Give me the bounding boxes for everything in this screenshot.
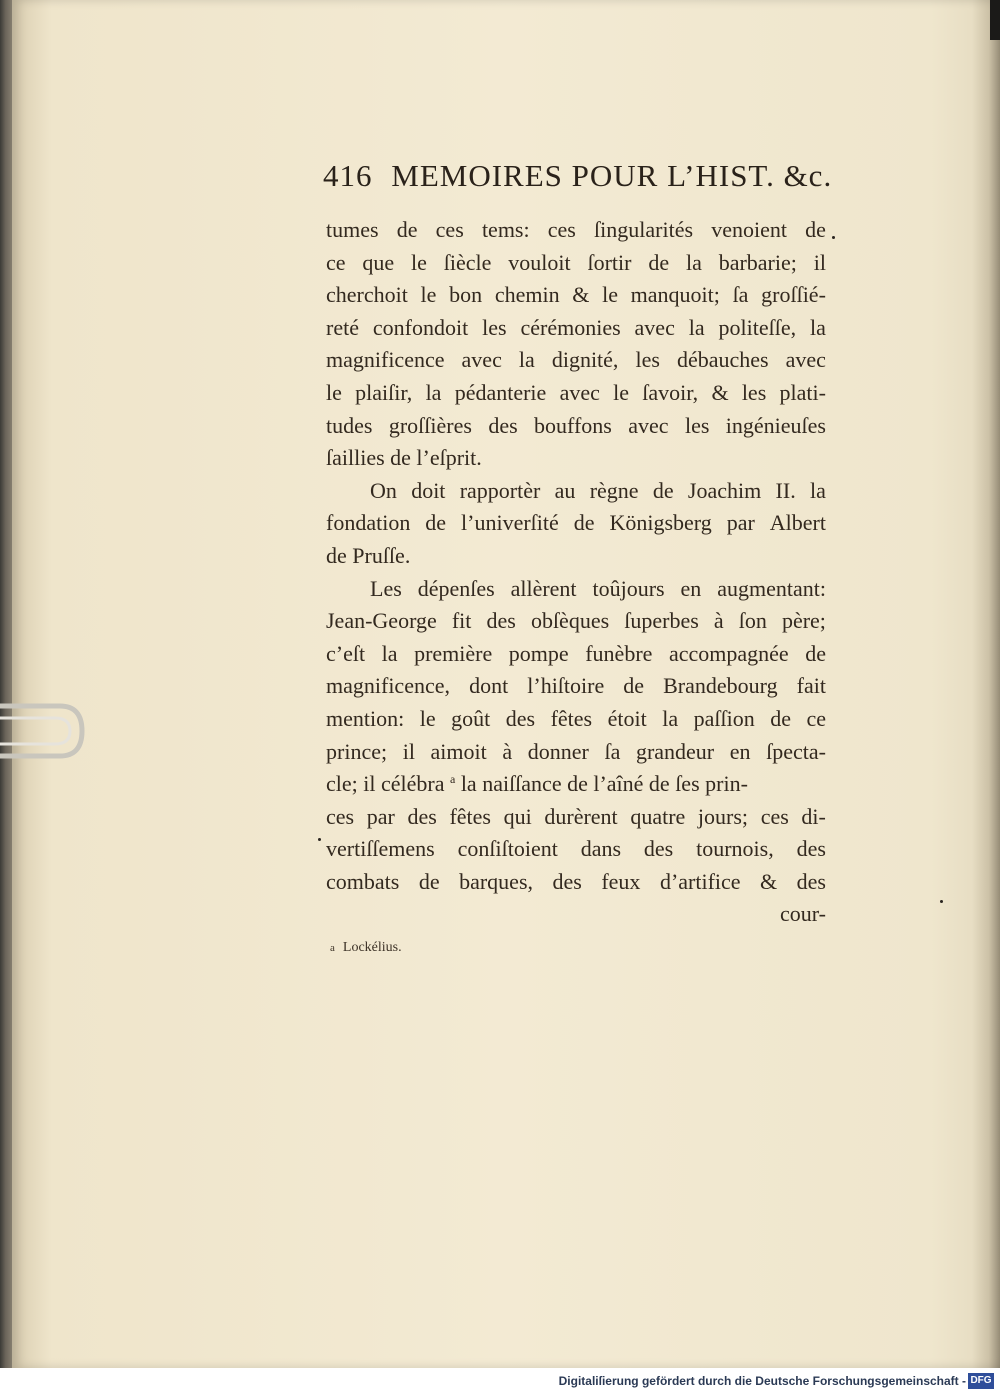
text-line xyxy=(326,670,826,703)
text-line xyxy=(326,736,826,769)
word: ces xyxy=(326,803,355,829)
word: des xyxy=(796,868,826,894)
word: la xyxy=(810,477,826,503)
word: débauches xyxy=(676,347,769,373)
word: que xyxy=(362,249,395,275)
word: la xyxy=(685,249,702,275)
word: di- xyxy=(801,803,826,829)
footnote xyxy=(330,940,402,956)
text-line xyxy=(326,475,826,508)
word: pompe xyxy=(508,640,569,666)
word: de xyxy=(805,640,826,666)
text-line xyxy=(326,410,826,443)
word: la xyxy=(688,314,705,340)
catchword-line xyxy=(326,898,826,931)
line-text-part: cle; il célébra xyxy=(326,771,445,797)
word: avec xyxy=(559,379,600,405)
word: cherchoit xyxy=(326,282,408,308)
word: fêtes xyxy=(550,705,593,731)
word: c’eſt xyxy=(326,640,366,666)
word: reté xyxy=(326,314,359,340)
word: aimoit xyxy=(430,738,487,764)
word: d’artifice xyxy=(659,868,741,894)
word: ſingularités xyxy=(594,217,694,242)
word: le xyxy=(420,282,437,308)
word: Albert xyxy=(769,510,826,536)
word: ces xyxy=(435,217,464,242)
text-line xyxy=(326,573,826,606)
word: le xyxy=(602,282,618,308)
page-number: 416 xyxy=(323,158,373,193)
word: étoit xyxy=(607,705,647,731)
word: ſuperbes xyxy=(624,608,699,634)
ink-speck xyxy=(318,838,321,841)
word: conſiſtoient xyxy=(457,836,558,862)
word: les xyxy=(741,379,767,405)
word: bon xyxy=(449,282,483,308)
text-line xyxy=(326,214,826,247)
word: la xyxy=(381,640,398,666)
word: fondation xyxy=(326,510,411,536)
word: chemin xyxy=(494,282,560,308)
word: en xyxy=(680,575,702,601)
word: plati- xyxy=(779,379,826,405)
word: venoient xyxy=(711,217,787,242)
text-line xyxy=(326,312,826,345)
word: doit xyxy=(411,477,446,503)
text-line xyxy=(326,703,826,736)
word: de xyxy=(770,705,791,731)
word: il xyxy=(402,738,415,764)
word: les xyxy=(482,314,507,340)
word: ſortir xyxy=(587,249,632,275)
word: durèrent xyxy=(544,803,618,829)
word: par xyxy=(726,510,755,536)
line-text: de Pruſſe. xyxy=(326,542,411,568)
word: des xyxy=(796,836,826,862)
word: des xyxy=(552,868,582,894)
word: tournois, xyxy=(696,836,774,862)
word: ingénieuſes xyxy=(725,412,826,438)
footnote-text: Lockélius. xyxy=(342,940,402,955)
line-text: ſaillies de l’eſprit. xyxy=(326,445,482,471)
line-text xyxy=(326,768,748,801)
text-line xyxy=(326,377,826,410)
word: le xyxy=(326,379,342,405)
page-gutter-shadow xyxy=(972,0,1000,1368)
word: rapportèr xyxy=(459,477,541,503)
word: la xyxy=(518,347,535,373)
word: la xyxy=(425,379,442,405)
word: ſiècle xyxy=(443,249,492,275)
word: dont xyxy=(469,673,509,699)
word: de xyxy=(805,217,826,242)
word: pédanterie xyxy=(454,379,547,405)
word: feux xyxy=(601,868,641,894)
text-line xyxy=(326,768,826,801)
footnote-reference: a xyxy=(449,772,456,787)
paper-clip-icon xyxy=(0,698,88,764)
word: Jean-George xyxy=(326,608,437,634)
word: grandeur xyxy=(635,738,715,764)
dfg-logo: DFG xyxy=(968,1373,994,1389)
word: des xyxy=(488,412,518,438)
word: II. xyxy=(775,477,796,503)
word: à xyxy=(502,738,513,764)
word: ſpecta- xyxy=(766,738,826,764)
word: les xyxy=(684,412,710,438)
word: fêtes xyxy=(449,803,491,829)
word: avec xyxy=(461,347,502,373)
word: bouffons xyxy=(534,412,612,438)
ink-speck xyxy=(940,900,943,903)
text-line xyxy=(326,638,826,671)
word: cérémonies xyxy=(520,314,621,340)
word: prince; xyxy=(326,738,388,764)
running-head xyxy=(323,158,833,194)
word: quatre xyxy=(630,803,686,829)
word: de xyxy=(425,510,447,536)
text-line xyxy=(326,605,826,638)
word: Les xyxy=(370,575,402,601)
word: de xyxy=(396,217,418,242)
word: tumes xyxy=(326,217,379,242)
word: obſèques xyxy=(530,608,610,634)
word: vouloit xyxy=(508,249,571,275)
word: père; xyxy=(781,608,826,634)
word: ces xyxy=(760,803,789,829)
word: tudes xyxy=(326,412,373,438)
word: Joachim xyxy=(687,477,762,503)
scan-corner-mark xyxy=(990,0,1000,40)
word: des xyxy=(486,608,516,634)
word: politeſſe, xyxy=(718,314,797,340)
running-title: MEMOIRES POUR L’HIST. &c. xyxy=(391,158,833,193)
text-line xyxy=(326,801,826,834)
word: funèbre xyxy=(585,640,653,666)
word: ce xyxy=(326,249,346,275)
word: l’hiſtoire xyxy=(527,673,605,699)
word: confondoit xyxy=(372,314,469,340)
word: la xyxy=(662,705,679,731)
word: ſa xyxy=(732,282,749,308)
word: allèrent xyxy=(510,575,577,601)
word: la xyxy=(810,314,826,340)
word: & xyxy=(572,282,590,308)
word: le xyxy=(613,379,629,405)
word: dans xyxy=(580,836,622,862)
word: en xyxy=(729,738,751,764)
word: tems: xyxy=(481,217,530,242)
main-text xyxy=(326,214,826,931)
word: le xyxy=(411,249,427,275)
word: Brandebourg xyxy=(663,673,778,699)
word: & xyxy=(760,868,778,894)
word: ſa xyxy=(604,738,621,764)
word: ſavoir, xyxy=(642,379,699,405)
text-line xyxy=(326,344,826,377)
word: les xyxy=(635,347,660,373)
word: des xyxy=(505,705,536,731)
word: jours; xyxy=(697,803,749,829)
word: On xyxy=(370,477,397,503)
footnote-marker: a xyxy=(330,942,335,954)
word: fit xyxy=(451,608,472,634)
word: il xyxy=(813,249,826,275)
text-line xyxy=(326,279,826,312)
word: dignité, xyxy=(551,347,619,373)
word: ces xyxy=(547,217,576,242)
word: ce xyxy=(806,705,826,731)
word: par xyxy=(366,803,395,829)
word: ſon xyxy=(738,608,767,634)
digitization-credit: Digitaliſierung gefördert durch die Deutsche Forschungsgemeinschaft - xyxy=(558,1374,966,1388)
text-line xyxy=(326,866,826,899)
word: le xyxy=(419,705,436,731)
word: qui xyxy=(503,803,532,829)
word: manquoit; xyxy=(630,282,720,308)
word: mention: xyxy=(326,705,405,731)
word: de xyxy=(652,477,674,503)
word: au xyxy=(554,477,576,503)
word: de xyxy=(573,510,595,536)
word: & xyxy=(711,379,729,405)
word: barbarie; xyxy=(718,249,797,275)
word: donner xyxy=(527,738,589,764)
text-line xyxy=(326,833,826,866)
word: de xyxy=(623,673,645,699)
line-text-part: la naiſſance de l’aîné de ſes prin- xyxy=(460,771,748,797)
word: dépenſes xyxy=(417,575,495,601)
word: des xyxy=(407,803,437,829)
catchword: cour- xyxy=(780,901,826,927)
word: avec xyxy=(628,412,669,438)
word: avec xyxy=(785,347,826,373)
word: règne xyxy=(589,477,639,503)
word: de xyxy=(648,249,670,275)
word: barques, xyxy=(459,868,534,894)
text-line xyxy=(326,507,826,540)
word: plaiſir, xyxy=(355,379,413,405)
word: l’univerſité xyxy=(461,510,559,536)
word: accompagnée xyxy=(668,640,789,666)
text-line xyxy=(326,442,826,475)
word: groſſières xyxy=(388,412,472,438)
word: combats xyxy=(326,868,400,894)
word: Königsberg xyxy=(609,510,712,536)
word: avec xyxy=(634,314,675,340)
word: toûjours xyxy=(592,575,665,601)
word: magnificence, xyxy=(326,673,450,699)
word: des xyxy=(643,836,674,862)
word: vertiſſemens xyxy=(326,836,435,862)
word: à xyxy=(713,608,724,634)
word: goût xyxy=(451,705,491,731)
word: paſſion xyxy=(693,705,755,731)
word: fait xyxy=(796,673,826,699)
text-line xyxy=(326,540,826,573)
word: augmentant: xyxy=(717,575,826,601)
ink-speck xyxy=(832,236,835,239)
word: première xyxy=(414,640,493,666)
word: groſſié- xyxy=(761,282,826,308)
word: magnificence xyxy=(326,347,445,373)
text-line xyxy=(326,247,826,280)
word: de xyxy=(418,868,440,894)
